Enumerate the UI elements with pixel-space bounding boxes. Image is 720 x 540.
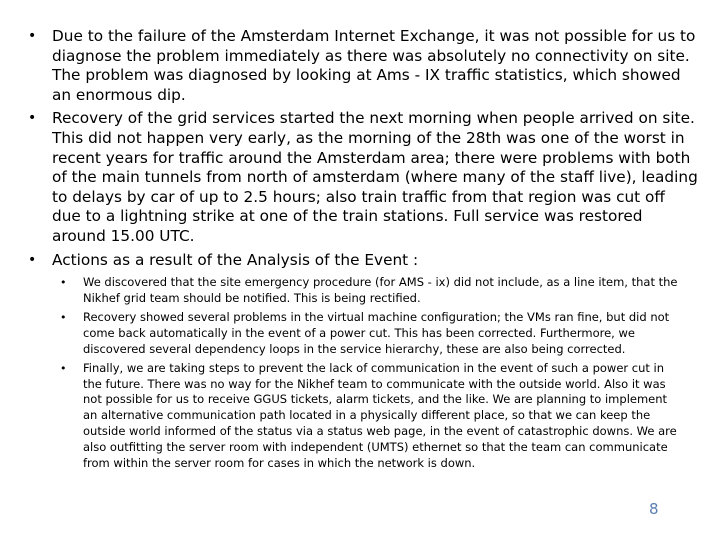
bullet-text-aix-failure: Due to the failure of the Amsterdam Internet Exchange, it was not possible for us to diagnose the problem immediately as there was absolutely no connectivity on site. The problem was diagnosed by looking at Ams - IX traffic statistics, which showed an enormous dip. bbox=[52, 27, 696, 104]
sub-bullet-item bbox=[28, 310, 683, 358]
sub-bullet-list bbox=[28, 275, 698, 472]
page-number: 8 bbox=[649, 500, 659, 518]
bullet-dot: • bbox=[28, 28, 37, 44]
sub-bullet-dot: • bbox=[60, 310, 67, 324]
bullet-dot: • bbox=[28, 110, 37, 127]
bullet-item bbox=[28, 251, 698, 472]
sub-bullet-text-procedure: We discovered that the site emergency procedure (for AMS - ix) did not include, as a line item, that the Nikhef grid team should be notified. This is being rectified. bbox=[83, 275, 678, 306]
bullet-list bbox=[28, 27, 698, 476]
bullet-item bbox=[28, 109, 698, 246]
bullet-text-actions: Actions as a result of the Analysis of the Event : bbox=[52, 250, 419, 269]
sub-bullet-text-communication: Finally, we are taking steps to prevent the lack of communication in the event of such a power cut in the future. There was no way for the Nikhef team to communicate with the outside world. Also it was not possible for us to receive GGUS tickets, alarm tickets, and the like. We are planning to implement an alternative communication path located in a physically different place, so that we can keep the outside world informed of the status via a status web page, in the event of catastrophic downs. We are also outfitting the server room with independent (UMTS) ethernet so that the team can communicate from within the server room for cases in which the network is down. bbox=[83, 360, 677, 471]
bullet-item bbox=[28, 27, 698, 105]
sub-bullet-text-vm-config: Recovery showed several problems in the virtual machine configuration; the VMs ran fine, but did not come back automatically in the event of a power cut. This has been corrected. Furthermore, we discovered several dependency loops in the service hierarchy, these are also being corrected. bbox=[83, 309, 670, 356]
sub-bullet-dot: • bbox=[60, 361, 67, 375]
sub-bullet-dot: • bbox=[60, 276, 67, 290]
sub-bullet-item bbox=[28, 361, 683, 472]
bullet-dot: • bbox=[28, 251, 37, 268]
sub-bullet-item bbox=[28, 275, 683, 307]
bullet-text-recovery: Recovery of the grid services started the next morning when people arrived on site. This did not happen very early, as the morning of the 28th was one of the worst in recent years for traffic around the Amsterdam area; there were problems with both of the main tunnels from north of amsterdam (where many of the staff live), leading to delays by car of up to 2.5 hours; also train traffic from that region was cut off due to a lightning strike at one of the train stations. Full service was restored around 15.00 UTC. bbox=[52, 109, 698, 245]
